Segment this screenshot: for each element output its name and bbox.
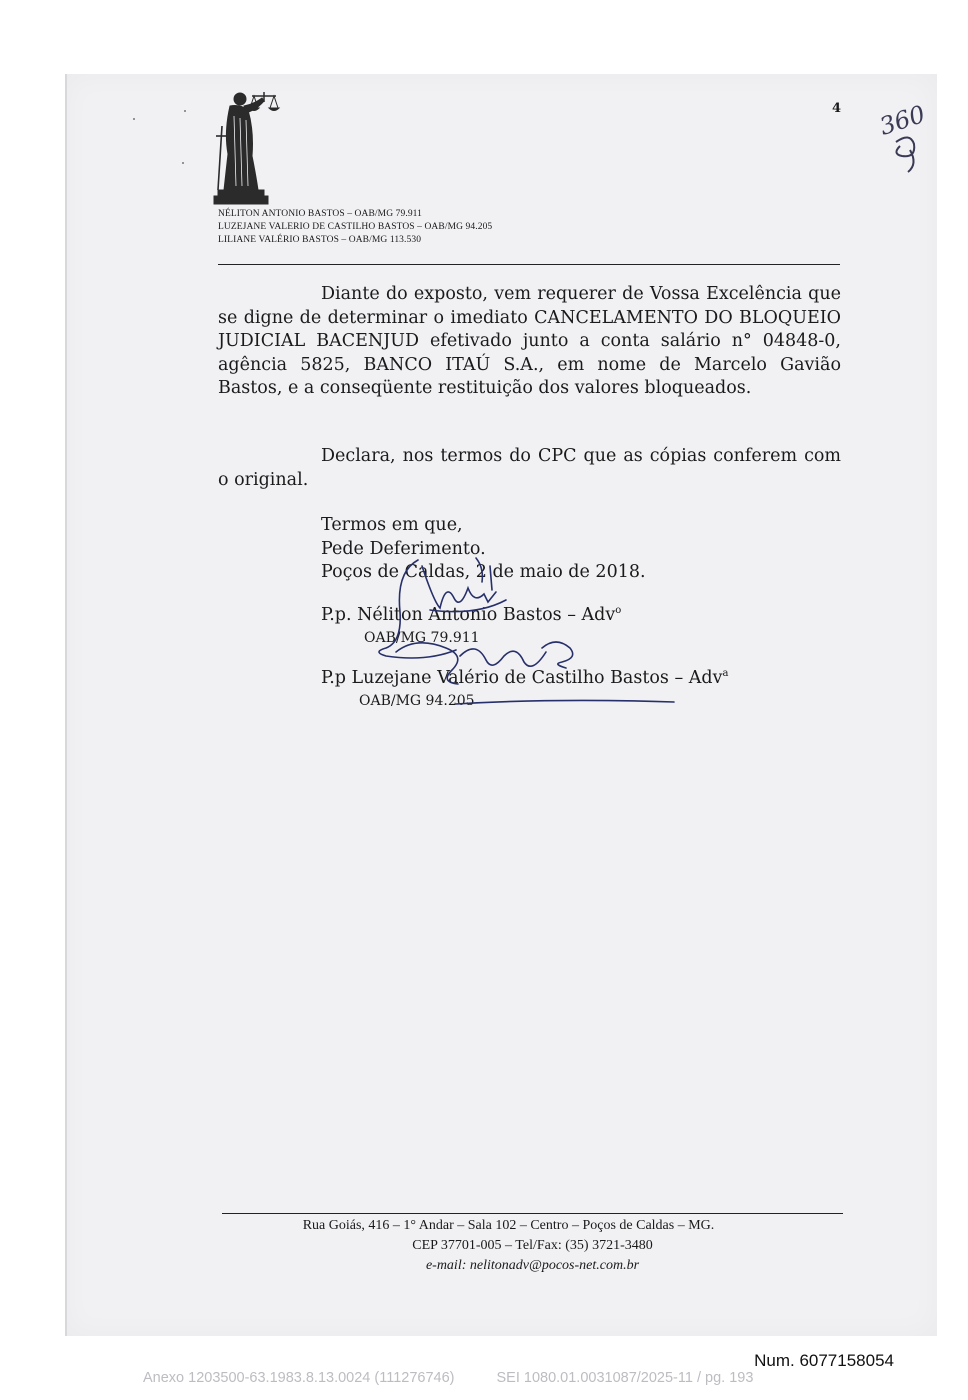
- signatory-2-suffix: a: [722, 668, 729, 680]
- scan-edge: [65, 74, 67, 1336]
- annex-watermark: [143, 1370, 753, 1386]
- signatory-2-name: P.p Luzejane Valério de Castilho Bastos – Adv: [321, 668, 723, 688]
- document-number-stamp: Num. 6077158054: [754, 1351, 894, 1370]
- footer-email: e-mail: nelitonadv@pocos-net.com.br: [425, 1258, 640, 1273]
- sei-reference: SEI 1080.01.0031087/2025-11 / pg. 193: [496, 1370, 754, 1386]
- signatory-1-oab: OAB/MG 79.911: [364, 630, 480, 646]
- signatory-1-name: P.p. Néliton Antonio Bastos – Adv: [321, 605, 616, 625]
- date-line: Poços de Caldas, 2 de maio de 2018.: [321, 562, 646, 582]
- paragraph-text: Declara, nos termos do CPC que as cópias conferem com o original.: [218, 446, 841, 490]
- paragraph-text: Diante do exposto, vem requerer de Vossa Excelência que se digne de determinar o imediato CANCELAMENTO DO BLOQUEIO JUDICIAL BACENJUD efetivado junto a conta salário n° 04848-0, agência 5825, BANCO ITAÚ S.A., em nome de Marcelo Gavião Bastos, e a conseqüente restituição dos valores bloqueados.: [218, 284, 841, 398]
- closing-line: Pede Deferimento.: [321, 538, 486, 559]
- declaration-paragraph: [218, 445, 841, 492]
- lawyer-line: NÉLITON ANTONIO BASTOS – OAB/MG 79.911: [218, 209, 423, 219]
- footer-address: Rua Goiás, 416 – 1° Andar – Sala 102 – Centro – Poços de Caldas – MG.: [302, 1218, 715, 1233]
- lawyer-line: LILIANE VALÉRIO BASTOS – OAB/MG 113.530: [218, 235, 422, 245]
- page-number: 4: [832, 101, 842, 116]
- closing-block: [321, 514, 646, 585]
- request-paragraph: [218, 283, 841, 401]
- signatory-1-suffix: o: [615, 605, 622, 617]
- annex-reference: Anexo 1203500-63.1983.8.13.0024 (111276746): [143, 1370, 455, 1386]
- scan-speck: [182, 162, 184, 164]
- scan-speck: [184, 110, 186, 112]
- footer-divider: [222, 1213, 843, 1214]
- letterhead-footer: [222, 1216, 843, 1276]
- footer-cep-phone: CEP 37701-005 – Tel/Fax: (35) 3721-3480: [412, 1238, 653, 1253]
- folio-number: 360: [876, 100, 929, 141]
- lawyers-header: [218, 208, 492, 247]
- handwritten-folio-mark: [874, 98, 940, 178]
- closing-line: Termos em que,: [321, 515, 463, 535]
- signatory-2: [321, 668, 728, 688]
- signatory-2-oab: OAB/MG 94.205: [359, 693, 475, 709]
- scan-speck: [133, 118, 135, 120]
- header-divider: [218, 264, 840, 265]
- justice-statue-logo: [210, 86, 284, 206]
- signatory-1: [321, 605, 621, 625]
- lawyer-line: LUZEJANE VALERIO DE CASTILHO BASTOS – OAB/MG 94.205: [218, 222, 493, 232]
